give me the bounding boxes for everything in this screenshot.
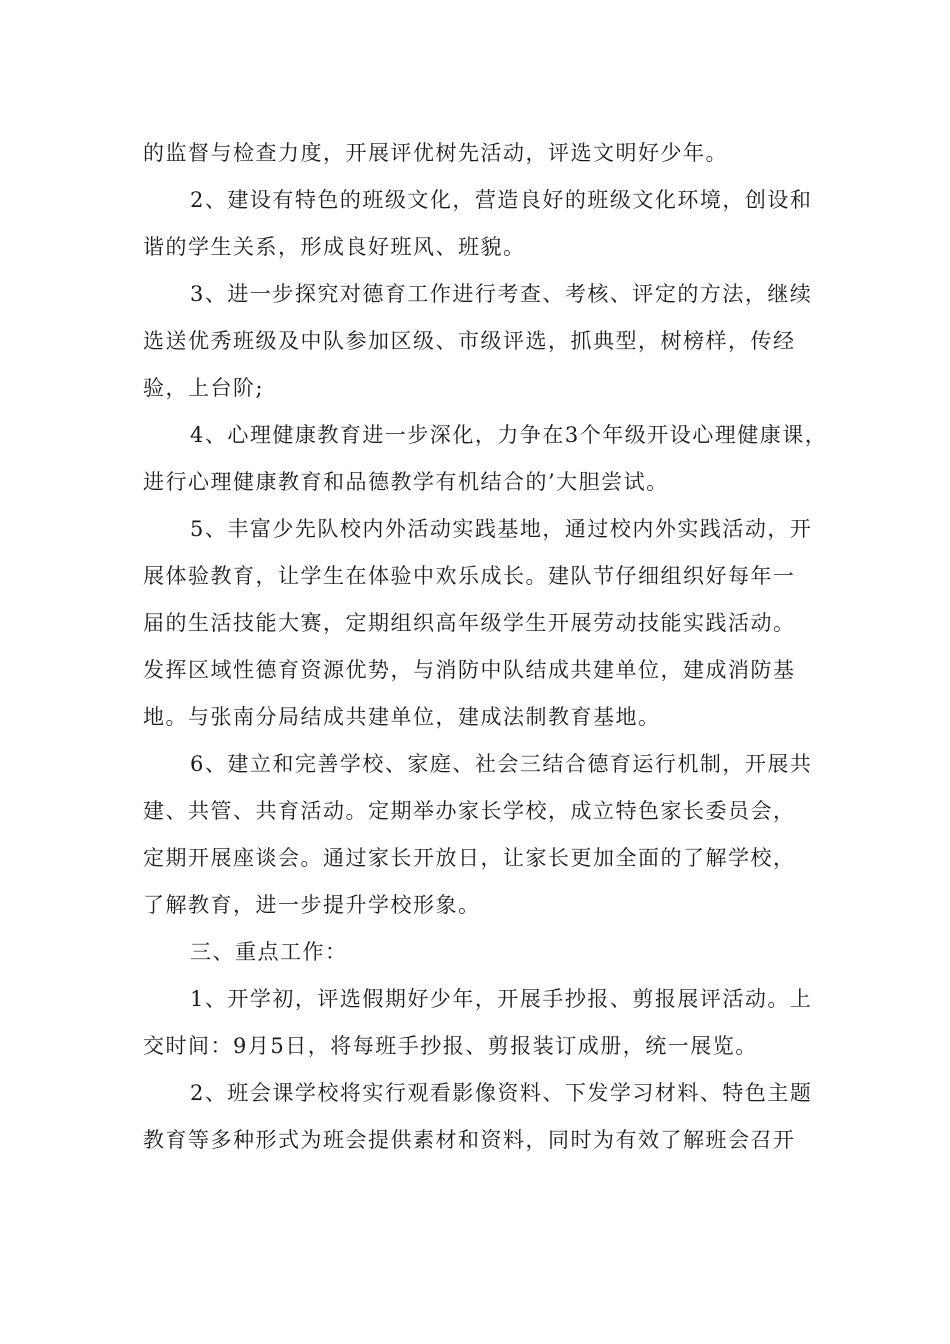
text-line: 验，上台阶;	[143, 376, 265, 400]
text-line: 交时间：9月5日，将每班手抄报、剪报装订成册，统一展览。	[143, 1034, 758, 1058]
text-line: 地。与张南分局结成共建单位，建成法制教育基地。	[143, 705, 661, 729]
text-line: 建、共管、共育活动。定期举办家长学校，成立特色家长委员会，	[143, 799, 796, 823]
text-line: 谐的学生关系，形成良好班风、班貌。	[143, 235, 526, 259]
text-line: 6、建立和完善学校、家庭、社会三结合德育运行机制，开展共	[190, 752, 813, 776]
text-line: 定期开展座谈会。通过家长开放日，让家长更加全面的了解学校，	[143, 846, 796, 870]
text-line: 4、心理健康教育进一步深化，力争在3个年级开设心理健康课，	[190, 423, 828, 447]
section-heading: 三、重点工作：	[190, 940, 348, 964]
text-line: 3、进一步探究对德育工作进行考查、考核、评定的方法，继续	[190, 282, 813, 306]
text-line: 展体验教育，让学生在体验中欢乐成长。建队节仔细组织好每年一	[143, 564, 796, 588]
text-line: 发挥区域性德育资源优势，与消防中队结成共建单位，建成消防基	[143, 658, 796, 682]
text-line: 进行心理健康教育和品德教学有机结合的’大胆尝试。	[143, 470, 669, 494]
text-line: 了解教育，进一步提升学校形象。	[143, 893, 481, 917]
text-line: 选送优秀班级及中队参加区级、市级评选，抓典型，树榜样，传经	[143, 329, 796, 353]
text-line: 2、班会课学校将实行观看影像资料、下发学习材料、特色主题	[190, 1081, 813, 1105]
text-line: 1、开学初，评选假期好少年，开展手抄报、剪报展评活动。上	[190, 987, 813, 1011]
text-line: 5、丰富少先队校内外活动实践基地，通过校内外实践活动，开	[190, 517, 813, 541]
text-line: 的监督与检查力度，开展评优树先活动，评选文明好少年。	[143, 141, 728, 165]
text-line: 届的生活技能大赛，定期组织高年级学生开展劳动技能实践活动。	[143, 611, 796, 635]
text-line: 2、建设有特色的班级文化，营造良好的班级文化环境，创设和	[190, 188, 813, 212]
text-line: 教育等多种形式为班会提供素材和资料，同时为有效了解班会召开	[143, 1128, 796, 1152]
